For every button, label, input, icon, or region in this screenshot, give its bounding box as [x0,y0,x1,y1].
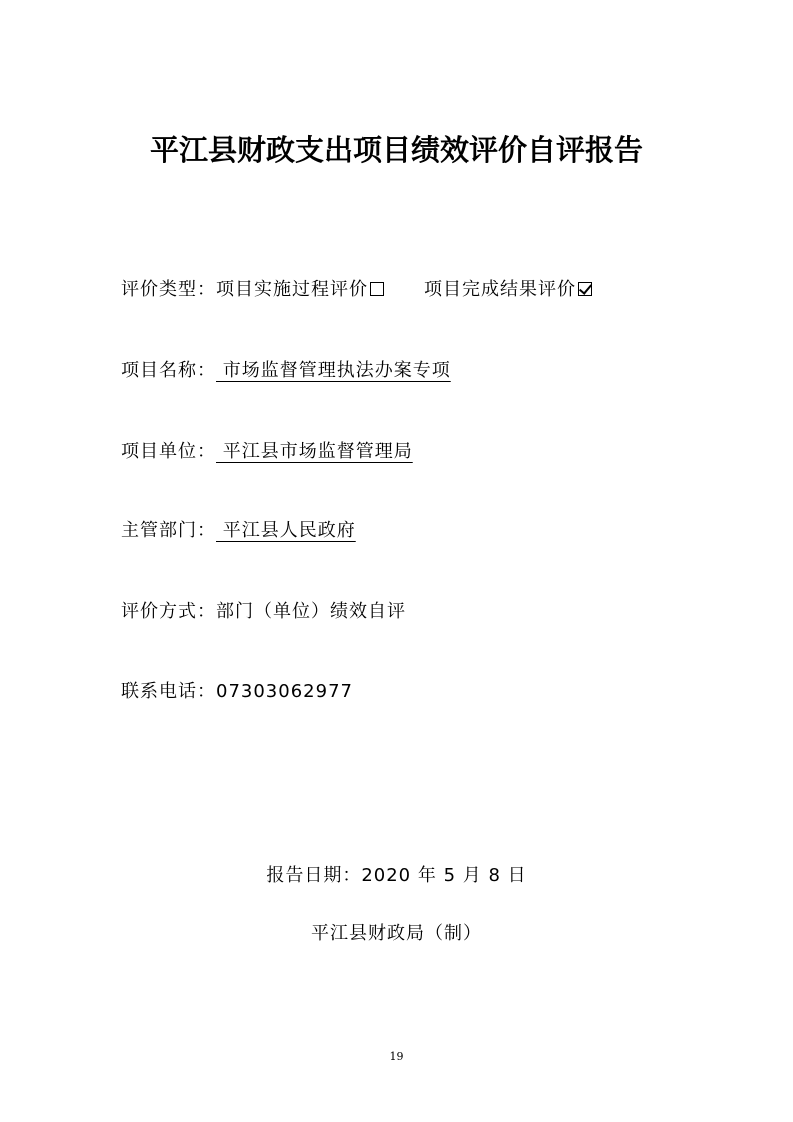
eval-type-option-process: 项目实施过程评价 [216,279,368,300]
project-unit-row [121,437,413,463]
report-date-value: 2020 年 5 月 8 日 [361,865,527,886]
project-name-row [121,356,451,382]
eval-type-row [121,275,592,301]
project-name-label: 项目名称： [121,360,216,381]
eval-type-label: 评价类型： [121,279,216,300]
report-date-label: 报告日期： [266,865,362,886]
contact-value: 07303062977 [216,681,353,702]
report-date-row [0,861,793,887]
issuer: 平江县财政局（制） [311,923,482,944]
page-title: 平江县财政支出项目绩效评价自评报告 [149,133,643,167]
eval-method-row [121,597,406,623]
supervisor-label: 主管部门： [121,520,216,541]
project-name-value: 市场监督管理执法办案专项 [216,360,451,381]
checkbox-result-checked[interactable] [578,282,592,296]
contact-label: 联系电话： [121,681,216,702]
project-unit-value: 平江县市场监督管理局 [216,441,413,462]
checkbox-process[interactable] [370,282,384,296]
project-unit-label: 项目单位： [121,441,216,462]
supervisor-row [121,516,356,542]
eval-type-option-result: 项目完成结果评价 [424,279,576,300]
eval-method-value: 部门（单位）绩效自评 [216,601,406,622]
supervisor-value: 平江县人民政府 [216,520,356,541]
contact-row [121,677,353,703]
page-number: 19 [389,1050,404,1063]
eval-method-label: 评价方式： [121,601,216,622]
